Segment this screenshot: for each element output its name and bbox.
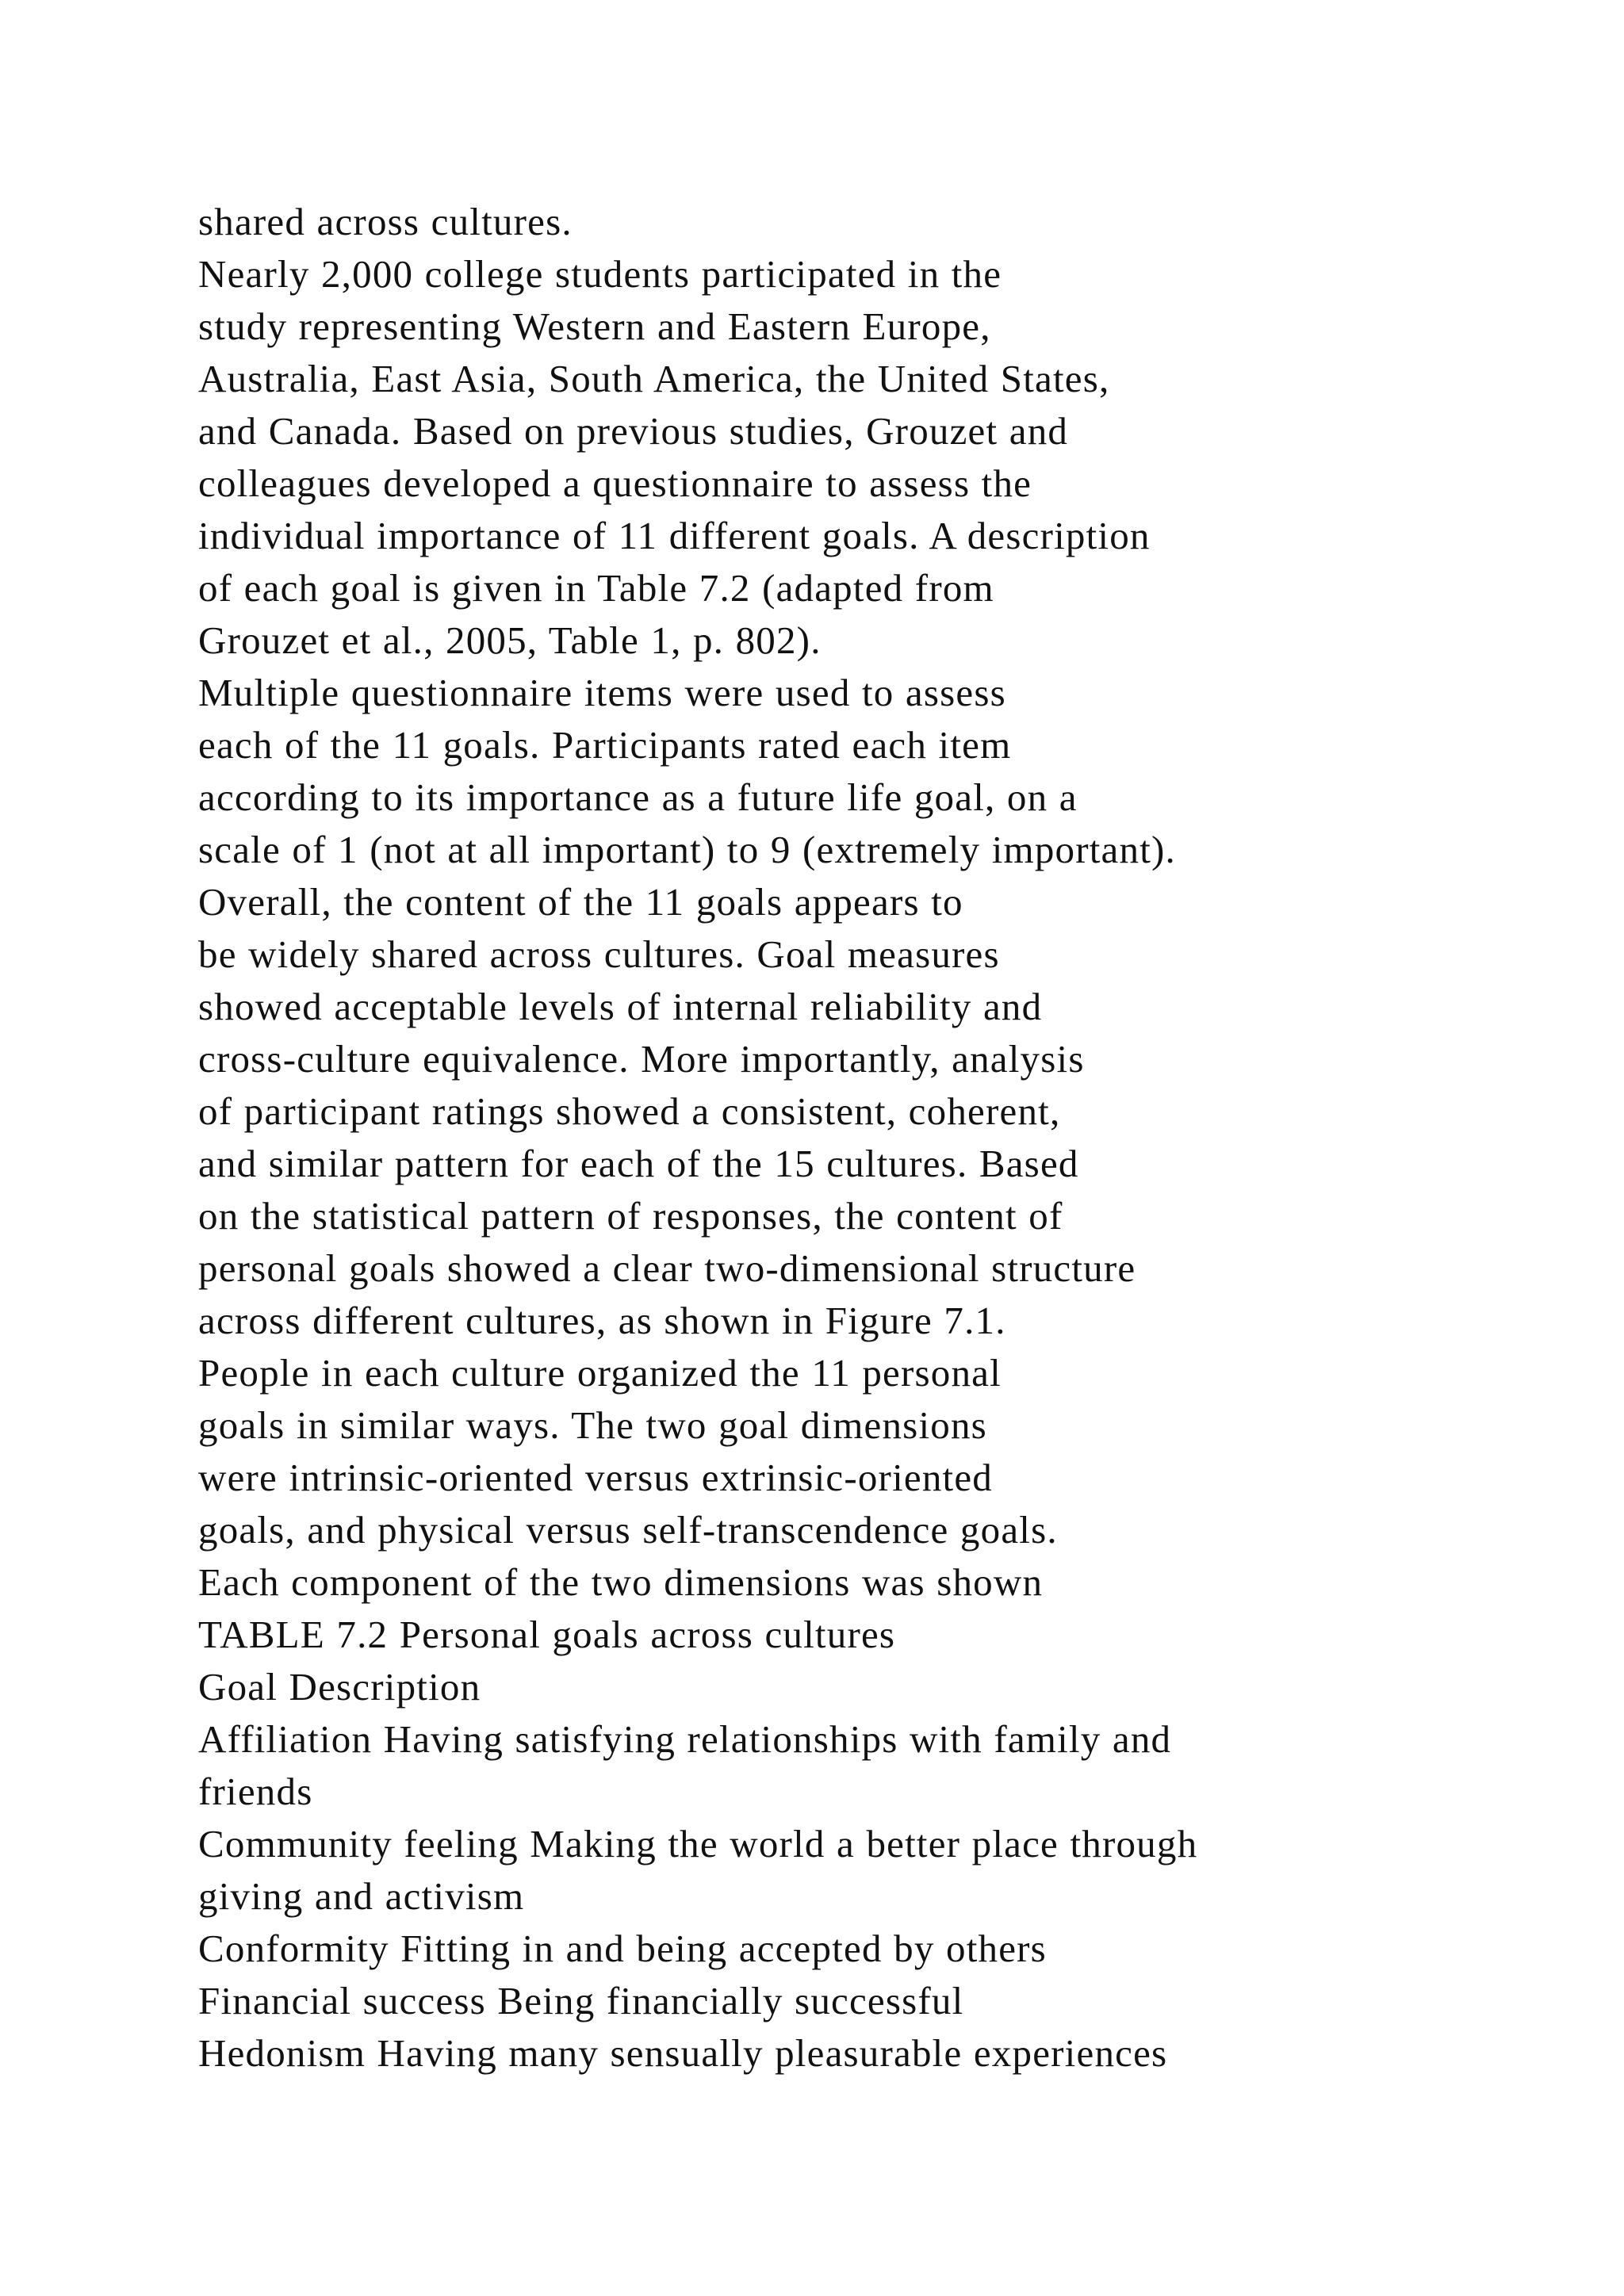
text-line: study representing Western and Eastern Europe, <box>198 304 991 348</box>
text-line: were intrinsic-oriented versus extrinsic-oriented <box>198 1456 993 1499</box>
table-row: Hedonism Having many sensually pleasurable experiences <box>198 2031 1168 2075</box>
table-row: giving and activism <box>198 1874 525 1918</box>
text-line: each of the 11 goals. Participants rated each item <box>198 723 1012 767</box>
text-line: and similar pattern for each of the 15 cultures. Based <box>198 1142 1079 1185</box>
text-line: showed acceptable levels of internal reliability and <box>198 985 1043 1028</box>
text-line: Each component of the two dimensions was shown <box>198 1560 1044 1604</box>
text-line: be widely shared across cultures. Goal measures <box>198 932 1000 976</box>
text-line: colleagues developed a questionnaire to assess the <box>198 461 1032 505</box>
text-line: of participant ratings showed a consistent, coherent, <box>198 1089 1061 1133</box>
text-line: Australia, East Asia, South America, the United States, <box>198 357 1110 400</box>
text-line: goals in similar ways. The two goal dimensions <box>198 1403 987 1447</box>
text-line: Nearly 2,000 college students participated in the <box>198 252 1002 296</box>
text-line: according to its importance as a future life goal, on a <box>198 775 1078 819</box>
table-row: friends <box>198 1770 313 1813</box>
text-line: of each goal is given in Table 7.2 (adapted from <box>198 566 994 610</box>
body-text <box>198 196 1594 2080</box>
text-line: scale of 1 (not at all important) to 9 (extremely important). <box>198 828 1176 871</box>
table-row: Community feeling Making the world a better place through <box>198 1822 1198 1866</box>
text-line: individual importance of 11 different goals. A description <box>198 514 1151 557</box>
table-caption: TABLE 7.2 Personal goals across cultures <box>198 1613 896 1656</box>
text-line: Overall, the content of the 11 goals appears to <box>198 880 963 924</box>
table-header: Goal Description <box>198 1665 481 1709</box>
text-line: and Canada. Based on previous studies, Grouzet and <box>198 409 1069 453</box>
table-row: Affiliation Having satisfying relationships with family and <box>198 1717 1172 1761</box>
text-line: on the statistical pattern of responses, the content of <box>198 1194 1063 1238</box>
text-line: across different cultures, as shown in Figure 7.1. <box>198 1299 1006 1342</box>
text-line: People in each culture organized the 11 personal <box>198 1351 1002 1395</box>
text-line: Multiple questionnaire items were used to assess <box>198 671 1006 714</box>
table-row: Financial success Being financially successful <box>198 1979 964 2022</box>
text-line: personal goals showed a clear two-dimensional structure <box>198 1246 1136 1290</box>
table-row: Conformity Fitting in and being accepted by others <box>198 1927 1047 1970</box>
text-line: Grouzet et al., 2005, Table 1, p. 802). <box>198 618 822 662</box>
text-line: goals, and physical versus self-transcendence goals. <box>198 1508 1058 1552</box>
text-line: shared across cultures. <box>198 200 573 243</box>
text-line: cross-culture equivalence. More importantly, analysis <box>198 1037 1085 1081</box>
